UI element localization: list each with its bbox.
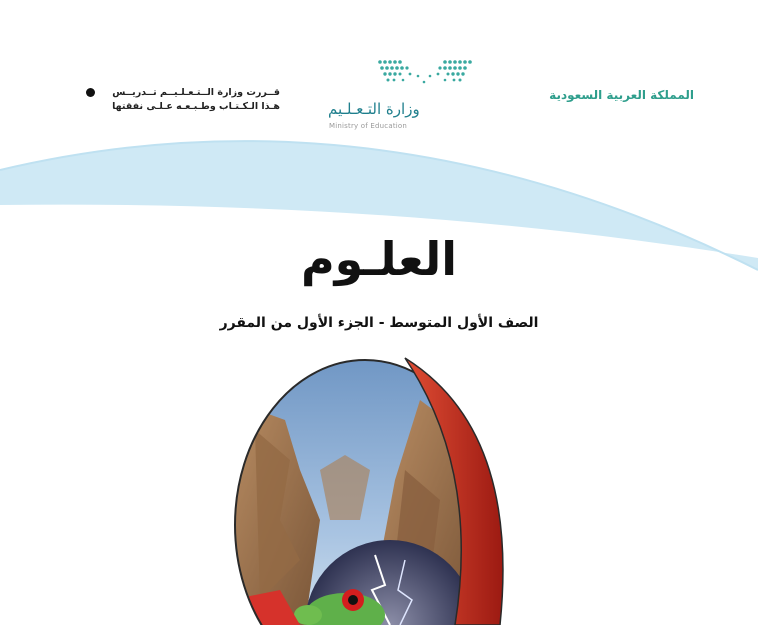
bullet-dot-icon <box>86 88 95 97</box>
country-name: المملكة العربية السعودية <box>549 88 694 102</box>
ministry-logo-icon <box>378 60 472 83</box>
book-title: العلـوم <box>300 232 458 286</box>
ministry-name-arabic: وزارة التـعـلـيم <box>328 100 420 118</box>
book-subtitle: الصف الأول المتوسط - الجزء الأول من المقرر <box>219 315 539 331</box>
approval-notice-line2: هـذا الـكـتـاب وطـبـعـه عـلـى نفقتها <box>112 101 280 112</box>
approval-notice <box>106 86 280 114</box>
approval-notice-line1: قــررت وزارة الــتـعـلـيــم تــدريــس <box>112 87 280 98</box>
ministry-name-english: Ministry of Education <box>329 122 408 130</box>
